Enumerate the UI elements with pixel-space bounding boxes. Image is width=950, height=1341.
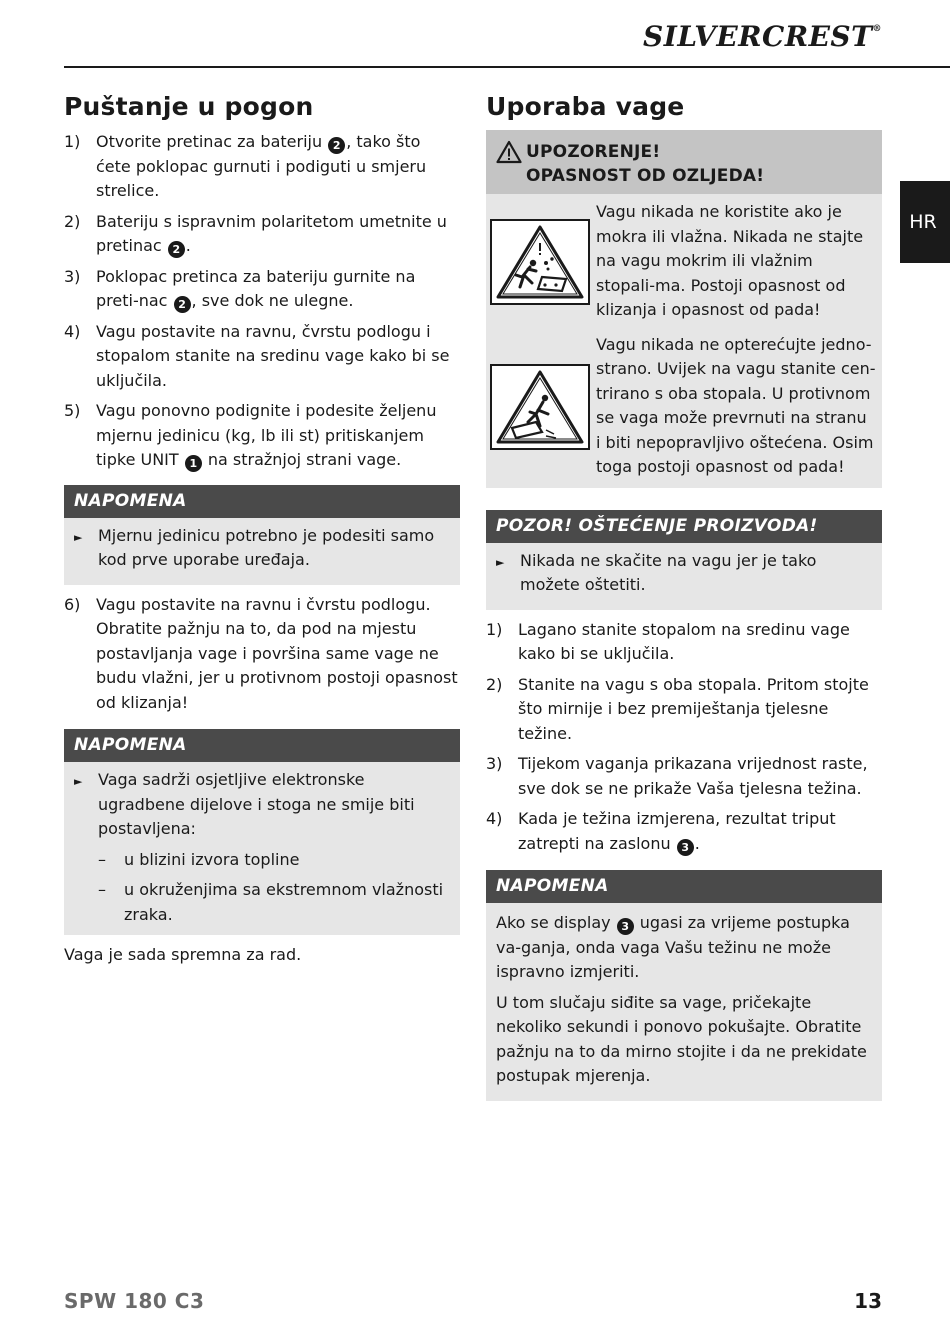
caution-heading: POZOR! OŠTEĆENJE PROIZVODA! — [486, 510, 882, 543]
arrow-right-icon: ► — [496, 555, 505, 569]
left-column — [64, 92, 460, 974]
page-number: 13 — [854, 1289, 882, 1313]
slip-hazard-icon — [490, 198, 592, 327]
step-item: 2) Bateriju s ispravnim polaritetom umetnite u pretinac 2 . — [64, 211, 447, 256]
language-tab: HR — [900, 181, 950, 263]
caution-bullet: ► Nikada ne skačite na vagu jer je tako možete oštetiti. — [496, 549, 872, 598]
note-box — [64, 485, 460, 585]
step-item: 6) Vagu postavite na ravnu i čvrstu podlogu. Obratite pažnju na to, da pod na mjestu postavljanja vage i površina same vage ne budu vlažni, jer u protivnom postoji opasnost od klizanja! — [64, 594, 458, 712]
step-item: 5) Vagu ponovno podignite i podesite željenu mjernu jedinicu (kg, lb ili st) pritiskanjem tipke UNIT 1 na stražnjoj strani vage. — [64, 401, 437, 470]
reference-number-icon: 2 — [168, 241, 185, 258]
note-bullet: ► Mjernu jedinicu potrebno je podesiti samo kod prve uporabe uređaja. — [74, 524, 450, 573]
reference-number-icon: 3 — [617, 918, 634, 935]
step-item: 4) Vagu postavite na ravnu, čvrstu podlogu i stopalom stanite na sredinu vage kako bi se uključila. — [64, 321, 450, 390]
tipping-hazard-icon — [490, 331, 592, 484]
model-number: SPW 180 C3 — [64, 1289, 205, 1313]
reference-number-icon: 1 — [185, 455, 202, 472]
caution-box — [486, 510, 882, 610]
reference-number-icon: 2 — [174, 296, 191, 313]
note-box — [486, 870, 882, 1101]
step-item: 1) Lagano stanite stopalom na sredinu vage kako bi se uključila. — [486, 619, 850, 663]
step-item: 2) Stanite na vagu s oba stopala. Pritom stojte što mirnije i bez premiještanja tjelesne težine. — [486, 674, 869, 743]
step-item: 1) Otvorite pretinac za bateriju 2 , tako što ćete poklopac gurnuti i podiguti u smjeru strelice. — [64, 132, 427, 200]
brand-logo: SILVERCREST® — [643, 20, 882, 53]
warning-box — [486, 130, 882, 488]
warning-triangle-icon — [496, 140, 526, 188]
reference-number-icon: 3 — [677, 839, 694, 856]
warning-heading: UPOZORENJE! OPASNOST OD OZLJEDA! — [486, 130, 882, 194]
note-heading: NAPOMENA — [64, 485, 460, 518]
reference-number-icon: 2 — [328, 137, 345, 154]
dash-item: – u blizini izvora topline — [98, 849, 300, 869]
right-column — [486, 92, 882, 1109]
note-bullet: ► Vaga sadrži osjetljive elektronske ugradbene dijelove i stoga ne smije biti postavljena: — [74, 768, 450, 842]
arrow-right-icon: ► — [74, 775, 83, 788]
note-heading: NAPOMENA — [64, 729, 460, 762]
section-title-usage: Uporaba vage — [486, 92, 685, 121]
warning-text-wet: Vagu nikada ne koristite ako je mokra ili vlažna. Nikada ne stajte na vagu mokrim ili vlažnim stopali-ma. Postoji opasnost od klizanja i opasnost od pada! — [596, 202, 864, 319]
step-item: 4) Kada je težina izmjerena, rezultat triput zatrepti na zaslonu 3 . — [486, 809, 836, 854]
note-heading: NAPOMENA — [486, 870, 882, 903]
note-box — [64, 729, 460, 935]
header-rule — [64, 66, 950, 68]
note-paragraph: U tom slučaju siđite sa vage, pričekajte nekoliko sekundi i ponovo pokušajte. Obratite pažnju na to da mirno stojite i da ne prekidate postupak mjerenja. — [496, 992, 867, 1085]
section-title-commissioning: Puštanje u pogon — [64, 92, 314, 121]
ready-text: Vaga je sada spremna za rad. — [64, 945, 302, 964]
note-paragraph: Ako se display 3 ugasi za vrijeme postupka va-ganja, onda vaga Vašu težinu ne može ispravno izmjeriti. — [496, 913, 850, 981]
step-item: 3) Poklopac pretinca za bateriju gurnite na preti-nac 2 , sve dok ne ulegne. — [64, 266, 416, 311]
step-item: 3) Tijekom vaganja prikazana vrijednost raste, sve dok se ne prikaže Vaša tjelesna težina. — [486, 754, 868, 798]
warning-text-unbalanced: Vagu nikada ne opterećujte jedno-strano. Uvijek na vagu stanite cen-trirano s oba stopala. U protivnom se vaga može prevrnuti na stranu i biti nepopravljivo oštećena. Osim toga postoji opasnost od pada! — [596, 334, 876, 476]
dash-item: – u okruženjima sa ekstremnom vlažnosti zraka. — [98, 880, 444, 924]
arrow-right-icon: ► — [74, 530, 83, 544]
